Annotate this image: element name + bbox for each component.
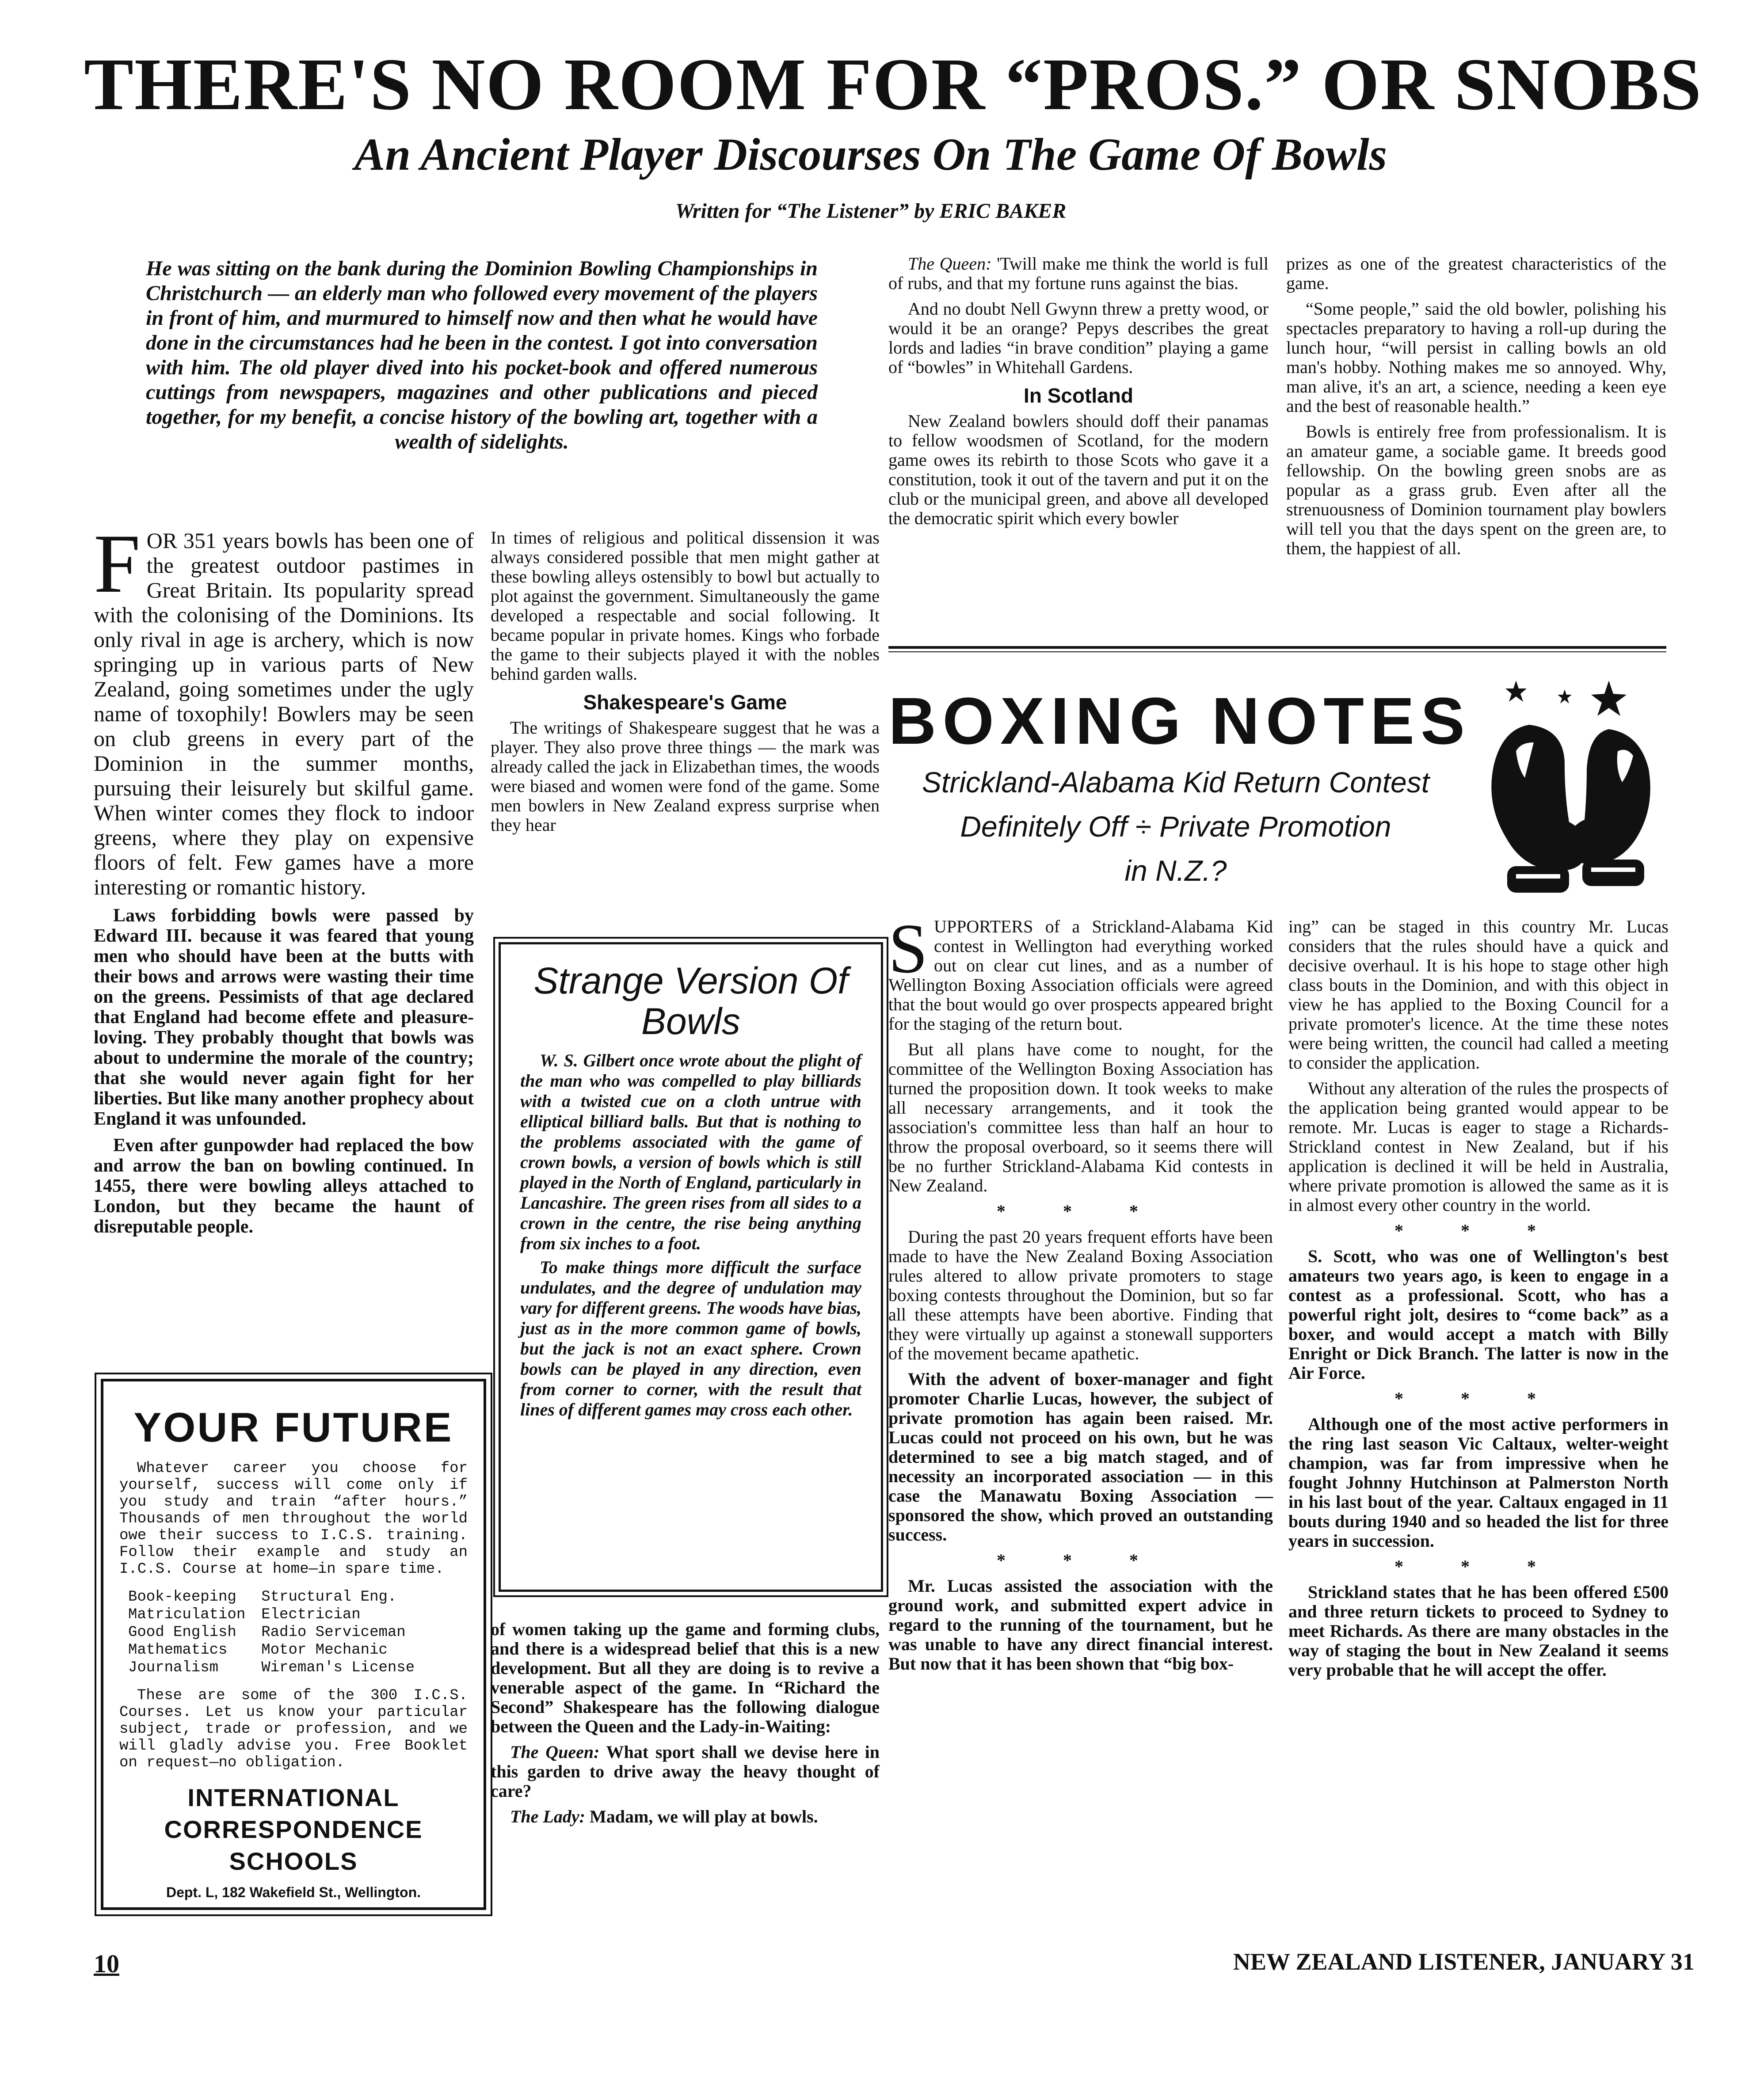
lead-text: UPPORTERS of a Strickland-Alabama Kid contest in Wellington had everything worked out on clear cut lines, and as a number of Wellington Boxing Association officials were agreed that the bout would go over prospects appeared bright for the staging of the return bout.	[888, 917, 1273, 1034]
separator-stars: * * *	[997, 1201, 1165, 1221]
sidebar-paragraph: To make things more difficult the surface undulates, and the degree of undulation may vary for different greens. The woods have bias, just as in the more common game of bowls, but the jack is not an exact sphere. Crown bowls can be played in any direction, even from corner to corner, with the result that lines of different games may cross each other.	[520, 1257, 861, 1419]
boxing-notes-title: BOXING NOTES	[888, 684, 1471, 758]
subheadline: An Ancient Player Discourses On The Game Of Bowls	[354, 129, 1387, 180]
paragraph: With the advent of boxer-manager and fight promoter Charlie Lucas, however, the subject of private promotion has again been raised. Mr. Lucas could not proceed on his own, but he was determined to see a big match staged, and of necessity an incorporated association — in this case the Manawatu Boxing Association — sponsored the show, which proved an outstanding success.	[888, 1369, 1273, 1545]
boxing-gloves-svg	[1476, 663, 1662, 910]
subtitle-line-2: Definitely Off ÷ Private Promotion	[960, 810, 1391, 843]
course-item: Mathematics	[128, 1642, 228, 1659]
article-column-2	[491, 528, 880, 841]
paragraph: S. Scott, who was one of Wellington's best amateurs two years ago, is keen to engage in a contest as a professional. Scott, who has a powerful right jolt, desires to “come back” as a boxer, and would accept a match with Billy Enright or Dick Branch. The latter is now in the Air Force.	[1288, 1246, 1669, 1383]
separator-stars: * * *	[1394, 1221, 1562, 1240]
course-item: Motor Mechanic	[261, 1642, 388, 1659]
lead-text: OR 351 years bowls has been one of the greatest outdoor pastimes in Great Britain. Its popularity spread with the colonising of the Dominions. Its only rival in age is archery, which is now springing up in various parts of New Zealand, going sometimes under the ugly name of toxophily! Bowlers may be seen on club greens in every part of the Dominion in the summer months, pursuing their leisurely but skilful game. When winter comes they flock to indoor greens, where they play on expensive floors of felt. Few games have a more interesting or romantic history.	[94, 528, 474, 899]
article-column-1	[94, 517, 474, 1243]
paragraph: In times of religious and political dissension it was always considered possible that men might gather at these bowling alleys ostensibly to bowl but actually to plot against the government. Simultaneously the game developed a respectable and social following. It became popular in private homes. Kings who forbade the game to their subjects played it with the nobles behind garden walls.	[491, 528, 880, 684]
page-number: 10	[94, 1949, 119, 1978]
sidebar-title-line-1: Strange Version Of	[533, 960, 848, 1001]
subtitle-line-1: Strickland-Alabama Kid Return Contest	[922, 766, 1430, 799]
section-divider	[888, 646, 1666, 649]
paragraph: Without any alteration of the rules the prospects of the application being granted would appear to be remote. Mr. Lucas is eager to stage a Richards-Strickland contest in New Zealand, but if his application is declined it will be held in Australia, where private promotion is allowed the same as it is in almost every other country in the world.	[1288, 1078, 1669, 1215]
boxing-column-a	[888, 909, 1273, 1680]
course-item: Radio Serviceman	[261, 1624, 406, 1641]
paragraph: “Some people,” said the old bowler, polishing his spectacles preparatory to having a roll-up during the lunch hour, “will persist in calling bowls an old man's hobby. Nothing makes me so annoyed. Why, man alive, it's an art, a science, needing a keen eye and the best of reasonable health.”	[1286, 299, 1666, 416]
sidebar-paragraph: W. S. Gilbert once wrote about the plight of the man who was compelled to play billiards with a twisted cue on a cloth untrue with elliptical billiard balls. But that is nothing to the problems associated with the game of crown bowls, a version of bowls which is still played in the North of England, particularly in Lancashire. The green rises from all sides to a crown in the centre, the rise being anything from six inches to a foot.	[520, 1050, 861, 1253]
ad-organization	[103, 1782, 484, 1877]
paragraph: The writings of Shakespeare suggest that he was a player. They also prove three things — the mark was already called the jack in Elizabethan times, the woods were biased and women were fond of the game. Some men bowlers in New Zealand express surprise when they hear	[491, 718, 880, 835]
drop-cap: F	[94, 517, 141, 610]
section-divider-thin	[888, 651, 1666, 652]
drop-cap: S	[888, 909, 928, 988]
course-item: Journalism	[128, 1659, 219, 1676]
paragraph: And no doubt Nell Gwynn threw a pretty wood, or would it be an orange? Pepys describes the great lords and ladies “in brave condition” playing a game of “bowles” in Whitehall Gardens.	[888, 299, 1269, 377]
paragraph: Laws forbidding bowls were passed by Edward III. because it was feared that young men who should have been at the butts with their bows and arrows were wasting their time on the greens. Pessimists of that age declared that England had become effete and pleasure-loving. They probably thought that bowls was about to undermine the morale of the country; that she would never again fight for her liberties. But like many another prophecy about England it was unfounded.	[94, 905, 474, 1129]
section-heading: Shakespeare's Game	[583, 691, 787, 714]
speaker: The Queen:	[510, 1742, 600, 1762]
speaker: The Lady:	[510, 1807, 585, 1826]
separator-stars: * * *	[997, 1550, 1165, 1570]
ad-body-2: These are some of the 300 I.C.S. Courses. Let us know your particular subject, trade or profession, and we will gladly advise you. Free Booklet on request—no obligation.	[119, 1687, 468, 1771]
headline: THERE'S NO ROOM FOR “PROS.” OR SNOBS	[84, 43, 1703, 126]
paragraph: Although one of the most active performers in the ring last season Vic Caltaux, welter-weight champion, was far from impressive when he fought Johnny Hutchinson at Palmerston North in his last bout of the year. Caltaux engaged in 11 bouts during 1940 and so headed the list for three years in succession.	[1288, 1414, 1669, 1551]
article-column-4	[1286, 254, 1666, 564]
org-line-2: CORRESPONDENCE SCHOOLS	[164, 1815, 423, 1875]
ad-address: Dept. L, 182 Wakefield St., Wellington.	[166, 1884, 421, 1900]
dialogue-text: 'Twill make me think the world is full of rubs, and that my fortune runs against the bias.	[888, 254, 1269, 293]
paragraph: of women taking up the game and forming clubs, and there is a widespread belief that this is a new development. But all they are doing is to revive a venerable aspect of the game. In “Richard the Second” Shakespeare has the following dialogue between the Queen and the Lady-in-Waiting:	[491, 1619, 880, 1736]
ad-title: YOUR FUTURE	[133, 1404, 453, 1450]
dialogue-text: What sport shall we devise here in this garden to drive away the heavy thought of care?	[491, 1742, 880, 1801]
paragraph: prizes as one of the greatest characteristics of the game.	[1286, 254, 1666, 293]
intro-text: He was sitting on the bank during the Dominion Bowling Championships in Christchurch — an elderly man who followed every movement of the players in front of him, and murmured to himself now and then what he would have done in the circumstances had he been in the contest. I got into conversation with him. The old player dived into his pocket-book and offered numerous cuttings from newspapers, magazines and other publications and pieced together, for my benefit, a concise history of the bowling art, together with a wealth of sidelights.	[146, 257, 818, 453]
paragraph: Strickland states that he has been offered £500 and three return tickets to proceed to Sydney to meet Richards. As there are many obstacles in the way of staging the bout in New Zealand it seems very probable that he will accept the offer.	[1288, 1582, 1669, 1680]
course-item: Electrician	[261, 1606, 361, 1623]
ics-advertisement	[101, 1379, 486, 1910]
course-item: Matriculation	[128, 1606, 246, 1623]
paragraph: Mr. Lucas assisted the association with the ground work, and submitted expert advice in regard to the running of the tournament, but he was unable to have any direct financial interest. But now that it has been shown that “big box-	[888, 1576, 1273, 1674]
course-item: Structural Eng.	[261, 1589, 397, 1605]
speaker: The Queen:	[908, 254, 992, 274]
byline: Written for “The Listener” by ERIC BAKER	[675, 199, 1067, 223]
crown-bowls-sidebar	[499, 942, 883, 1592]
course-item: Book-keeping	[128, 1589, 236, 1605]
dialogue-line	[491, 1807, 880, 1826]
course-item: Wireman's License	[261, 1659, 415, 1676]
article-column-3	[888, 254, 1269, 534]
publication-footer: NEW ZEALAND LISTENER, JANUARY 31	[1233, 1948, 1695, 1975]
boxing-column-b	[1288, 917, 1669, 1686]
boxing-notes-subtitle	[888, 760, 1463, 893]
paragraph: But all plans have come to nought, for the committee of the Wellington Boxing Association has turned the proposition down. It took weeks to make all necessary arrangements, and it took the association's committee less than half an hour to throw the proposal overboard, so it seems there will be no further Strickland-Alabama Kid contests in New Zealand.	[888, 1039, 1273, 1195]
paragraph: ing” can be staged in this country Mr. Lucas considers that the rules should have a quick and decisive overhaul. It is his hope to stage other high class bouts in the Dominion, and with this object in view he has applied to the Boxing Council for a private promoter's licence. At the time these notes were being written, the council had called a meeting to consider the application.	[1288, 917, 1669, 1073]
subtitle-line-3: in N.Z.?	[1124, 854, 1227, 887]
paragraph: Even after gunpowder had replaced the bow and arrow the ban on bowling continued. In 1455, there were bowling alleys attached to London, but they became the haunt of disreputable people.	[94, 1135, 474, 1237]
lead-paragraph	[94, 517, 474, 899]
paragraph: New Zealand bowlers should doff their panamas to fellow woodsmen of Scotland, for the modern game owes its rebirth to those Scots who gave it a constitution, took it out of the tavern and put it on the club or the municipal green, and above all developed the democratic spirit which every bowler	[888, 411, 1269, 528]
dialogue-text: Madam, we will play at bowls.	[589, 1807, 818, 1826]
ad-body: Whatever career you choose for yourself, success will come only if you study and train “after hours.” Thousands of men throughout the world owe their success to I.C.S. training. Follow their example and study an I.C.S. Course at home—in spare time.	[119, 1460, 468, 1578]
dialogue-line	[491, 1742, 880, 1801]
dialogue-line	[888, 254, 1269, 293]
sidebar-title	[510, 960, 872, 1042]
paragraph: During the past 20 years frequent efforts have been made to have the New Zealand Boxing Association rules altered to allow private promoters to stage boxing contests throughout the Dominion, but so far all these attempts have been abortive. Finding that they were virtually up against a stonewall supporters of the movement became apathetic.	[888, 1227, 1273, 1363]
section-heading: In Scotland	[1024, 384, 1133, 407]
course-list	[128, 1588, 430, 1677]
intro-paragraph	[146, 256, 818, 454]
separator-stars: * * *	[1394, 1556, 1562, 1576]
boxing-lead-paragraph	[888, 909, 1273, 1034]
separator-stars: * * *	[1394, 1389, 1562, 1408]
article-column-2-continued	[491, 1620, 880, 1833]
paragraph: Bowls is entirely free from professionalism. It is an amateur game, a sociable game. It breeds good fellowship. On the bowling green snobs are as popular as a grass grub. Even after all the strenuousness of Dominion tournament play bowlers will tell you that the days spent on the green are, to them, the happiest of all.	[1286, 422, 1666, 558]
org-line-1: INTERNATIONAL	[187, 1784, 400, 1811]
sidebar-title-line-2: Bowls	[641, 1001, 741, 1042]
course-item: Good English	[128, 1624, 236, 1641]
boxing-gloves-icon	[1476, 663, 1662, 910]
